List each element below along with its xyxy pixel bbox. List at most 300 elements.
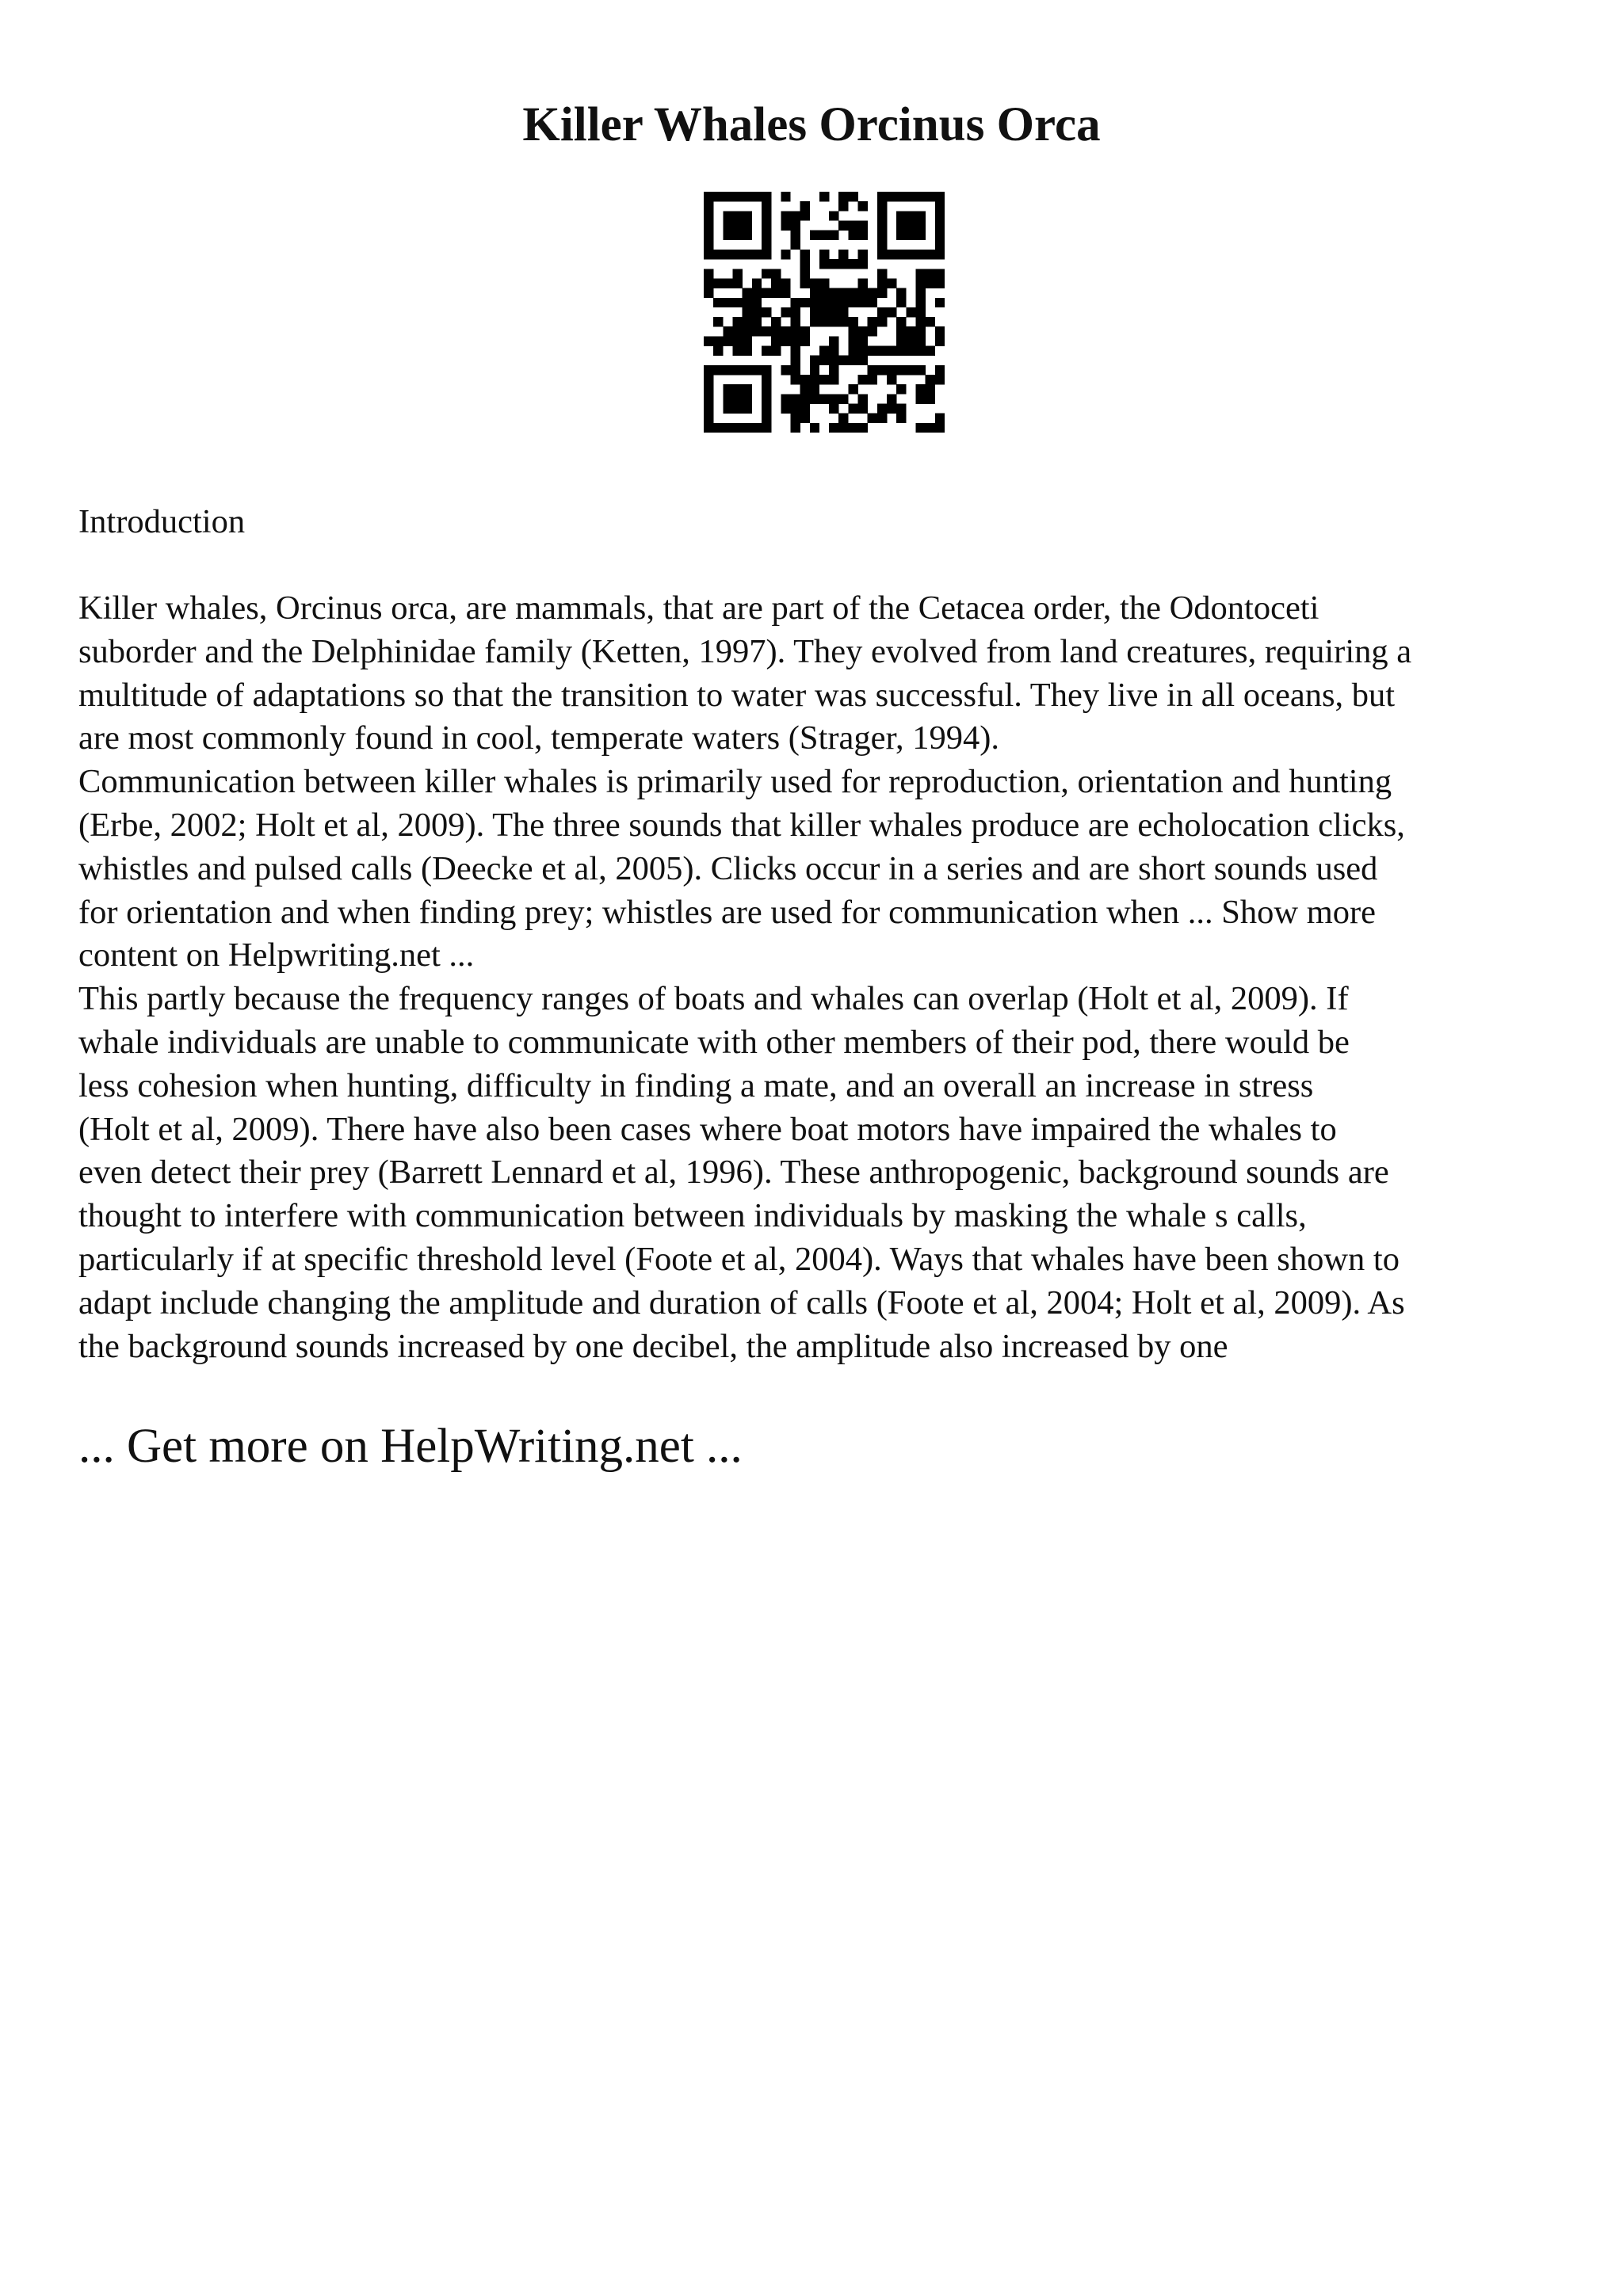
qr-module — [829, 394, 838, 403]
qr-module — [906, 346, 915, 356]
qr-module — [848, 259, 857, 269]
qr-module — [790, 307, 800, 317]
qr-module — [732, 336, 742, 345]
qr-module — [762, 307, 771, 317]
qr-module — [838, 307, 848, 317]
qr-module — [896, 288, 906, 298]
qr-module — [877, 231, 887, 240]
qr-module — [819, 259, 829, 269]
qr-module — [906, 211, 915, 220]
qr-module — [887, 192, 896, 201]
qr-module — [704, 192, 713, 201]
qr-module — [935, 326, 945, 336]
qr-module — [800, 298, 810, 307]
qr-module — [906, 250, 915, 259]
qr-module — [896, 414, 906, 423]
qr-module — [829, 356, 838, 365]
qr-module — [732, 423, 742, 433]
qr-module — [810, 288, 819, 298]
qr-module — [800, 201, 810, 211]
qr-module — [858, 423, 868, 433]
qr-module — [800, 269, 810, 278]
qr-module — [713, 250, 723, 259]
qr-module — [800, 375, 810, 384]
body-line: particularly if at specific threshold level (Foote et al, 2004). Ways that whales have been shown to — [78, 1240, 1400, 1278]
qr-module — [762, 192, 771, 201]
qr-module — [848, 336, 857, 345]
qr-module — [800, 250, 810, 259]
qr-module — [810, 278, 819, 288]
qr-module — [810, 298, 819, 307]
qr-module — [743, 346, 752, 356]
qr-module — [752, 423, 762, 433]
qr-module — [829, 375, 838, 384]
qr-module — [790, 326, 800, 336]
qr-module — [713, 298, 723, 307]
qr-module — [819, 192, 829, 201]
qr-module — [896, 298, 906, 307]
qr-module — [906, 336, 915, 345]
qr-module — [838, 298, 848, 307]
qr-module — [704, 375, 713, 384]
qr-module — [829, 307, 838, 317]
qr-module — [800, 211, 810, 220]
qr-module — [790, 375, 800, 384]
qr-module — [819, 346, 829, 356]
qr-module — [732, 317, 742, 326]
qr-module — [896, 211, 906, 220]
qr-module — [781, 220, 790, 230]
qr-module — [800, 326, 810, 336]
qr-module — [800, 394, 810, 403]
qr-module — [743, 211, 752, 220]
qr-module — [704, 288, 713, 298]
qr-module — [713, 278, 723, 288]
qr-module — [723, 384, 732, 394]
qr-module — [781, 211, 790, 220]
qr-module — [752, 288, 762, 298]
body-line: This partly because the frequency ranges of boats and whales can overlap (Holt et al, 2009). If — [78, 980, 1349, 1018]
qr-module — [704, 240, 713, 250]
qr-module — [762, 365, 771, 375]
qr-module — [877, 365, 887, 375]
qr-module — [829, 211, 838, 220]
qr-module — [858, 231, 868, 240]
qr-module — [790, 211, 800, 220]
qr-module — [713, 192, 723, 201]
qr-module — [887, 394, 896, 403]
qr-module — [829, 346, 838, 356]
qr-module — [896, 384, 906, 394]
qr-module — [935, 269, 945, 278]
qr-module — [771, 269, 781, 278]
qr-module — [858, 278, 868, 288]
qr-module — [732, 269, 742, 278]
qr-module — [896, 192, 906, 201]
qr-module — [723, 231, 732, 240]
qr-module — [723, 278, 732, 288]
qr-module — [858, 394, 868, 403]
qr-module — [810, 356, 819, 365]
qr-module — [790, 414, 800, 423]
qr-module — [848, 356, 857, 365]
qr-module — [752, 365, 762, 375]
qr-module — [906, 192, 915, 201]
qr-module — [868, 414, 877, 423]
qr-module — [762, 423, 771, 433]
qr-module — [887, 346, 896, 356]
qr-module — [781, 365, 790, 375]
qr-module — [877, 307, 887, 317]
qr-module — [743, 231, 752, 240]
qr-module — [800, 414, 810, 423]
qr-module — [926, 278, 935, 288]
body-paragraphs — [78, 587, 1552, 1368]
qr-module — [752, 250, 762, 259]
qr-module — [829, 259, 838, 269]
qr-module — [743, 317, 752, 326]
qr-module — [858, 356, 868, 365]
qr-module — [723, 404, 732, 414]
qr-module — [916, 288, 926, 298]
qr-module — [810, 307, 819, 317]
qr-module — [829, 365, 838, 375]
body-line: (Holt et al, 2009). There have also been cases where boat motors have impaired the whales to — [78, 1110, 1337, 1148]
qr-module — [926, 384, 935, 394]
qr-module — [790, 240, 800, 250]
qr-module — [916, 336, 926, 345]
qr-module — [829, 336, 838, 345]
qr-module — [704, 394, 713, 403]
qr-module — [762, 346, 771, 356]
qr-module — [723, 250, 732, 259]
qr-module — [896, 365, 906, 375]
qr-module — [877, 192, 887, 201]
qr-module — [781, 394, 790, 403]
qr-module — [838, 250, 848, 259]
qr-module — [858, 220, 868, 230]
qr-module — [838, 317, 848, 326]
qr-module — [848, 192, 857, 201]
qr-module — [781, 250, 790, 259]
body-line: even detect their prey (Barrett Lennard et al, 1996). These anthropogenic, background sounds are — [78, 1154, 1389, 1192]
body-line: for orientation and when finding prey; whistles are used for communication when ... Show more — [78, 893, 1377, 931]
qr-module — [877, 201, 887, 211]
qr-module — [858, 250, 868, 259]
qr-module — [819, 375, 829, 384]
qr-module — [800, 278, 810, 288]
qr-module — [877, 240, 887, 250]
qr-module — [800, 336, 810, 345]
qr-module — [781, 288, 790, 298]
qr-module — [704, 404, 713, 414]
qr-module — [790, 346, 800, 356]
qr-module — [781, 278, 790, 288]
qr-module — [906, 307, 915, 317]
qr-module — [906, 220, 915, 230]
qr-module — [858, 336, 868, 345]
qr-module — [916, 220, 926, 230]
qr-module — [732, 278, 742, 288]
qr-module — [752, 326, 762, 336]
qr-module — [896, 317, 906, 326]
document-title: Killer Whales Orcinus Orca — [522, 98, 1101, 151]
qr-module — [848, 423, 857, 433]
qr-module — [829, 423, 838, 433]
qr-module — [858, 346, 868, 356]
qr-module — [829, 317, 838, 326]
qr-module — [906, 365, 915, 375]
qr-module — [762, 326, 771, 336]
qr-module — [743, 307, 752, 317]
qr-module — [877, 346, 887, 356]
qr-module — [752, 298, 762, 307]
qr-module — [906, 231, 915, 240]
qr-module — [743, 192, 752, 201]
qr-module — [838, 220, 848, 230]
qr-module — [916, 192, 926, 201]
qr-module — [810, 317, 819, 326]
qr-module — [743, 298, 752, 307]
qr-module — [926, 192, 935, 201]
qr-module — [732, 365, 742, 375]
qr-module — [713, 423, 723, 433]
qr-module — [810, 365, 819, 375]
qr-module — [926, 423, 935, 433]
body-line: adapt include changing the amplitude and duration of calls (Foote et al, 2004; Holt et al, 2009). As — [78, 1283, 1405, 1322]
qr-module — [732, 231, 742, 240]
qr-module — [887, 278, 896, 288]
qr-module — [790, 356, 800, 365]
body-line: content on Helpwriting.net ... — [78, 936, 475, 974]
qr-module — [896, 220, 906, 230]
qr-module — [762, 220, 771, 230]
qr-module — [868, 317, 877, 326]
qr-module — [704, 365, 713, 375]
qr-module — [877, 278, 887, 288]
qr-module — [771, 326, 781, 336]
qr-module — [926, 394, 935, 403]
qr-module — [732, 384, 742, 394]
qr-module — [848, 231, 857, 240]
qr-module — [868, 365, 877, 375]
qr-module — [877, 414, 887, 423]
qr-module — [819, 250, 829, 259]
body-line: the background sounds increased by one decibel, the amplitude also increased by one — [78, 1327, 1228, 1365]
qr-module — [877, 220, 887, 230]
get-more-link-text: ... Get more on HelpWriting.net ... — [78, 1420, 743, 1473]
qr-module — [790, 394, 800, 403]
qr-module — [848, 326, 857, 336]
qr-module — [771, 336, 781, 345]
qr-module — [752, 307, 762, 317]
qr-module — [762, 288, 771, 298]
qr-module — [762, 240, 771, 250]
qr-module — [935, 336, 945, 345]
qr-module — [838, 259, 848, 269]
qr-module — [848, 298, 857, 307]
qr-module — [762, 250, 771, 259]
qr-module — [723, 220, 732, 230]
qr-module — [790, 317, 800, 326]
qr-module — [810, 423, 819, 433]
qr-module — [743, 250, 752, 259]
qr-module — [935, 231, 945, 240]
qr-module — [790, 336, 800, 345]
qr-module — [743, 423, 752, 433]
qr-module — [935, 201, 945, 211]
qr-module — [704, 384, 713, 394]
qr-module — [819, 307, 829, 317]
qr-module — [896, 404, 906, 414]
qr-module — [790, 404, 800, 414]
qr-module — [877, 250, 887, 259]
qr-module — [704, 220, 713, 230]
qr-module — [762, 201, 771, 211]
body-line: are most commonly found in cool, temperate waters (Strager, 1994). — [78, 719, 999, 757]
qr-module — [810, 394, 819, 403]
qr-module — [743, 394, 752, 403]
qr-module — [713, 317, 723, 326]
qr-module — [723, 298, 732, 307]
qr-module — [771, 288, 781, 298]
body-line: multitude of adaptations so that the transition to water was successful. They live in all oceans, but — [78, 676, 1396, 714]
qr-module — [838, 423, 848, 433]
qr-module — [848, 404, 857, 414]
body-line: (Erbe, 2002; Holt et al, 2009). The three sounds that killer whales produce are echolocation clicks, — [78, 806, 1405, 844]
body-line: whistles and pulsed calls (Deecke et al, 2005). Clicks occur in a series and are short sounds used — [78, 849, 1378, 887]
qr-module — [790, 365, 800, 375]
qr-module — [743, 326, 752, 336]
qr-module — [704, 414, 713, 423]
qr-module — [829, 288, 838, 298]
qr-module — [906, 326, 915, 336]
qr-module — [935, 414, 945, 423]
qr-module — [704, 336, 713, 345]
qr-module — [723, 423, 732, 433]
qr-module — [858, 375, 868, 384]
qr-module — [762, 211, 771, 220]
qr-module — [858, 201, 868, 211]
qr-module — [713, 365, 723, 375]
qr-module — [732, 326, 742, 336]
qr-module — [704, 269, 713, 278]
qr-module — [916, 307, 926, 317]
qr-module — [838, 288, 848, 298]
qr-module — [704, 231, 713, 240]
qr-module — [868, 326, 877, 336]
qr-module — [790, 298, 800, 307]
qr-module — [858, 259, 868, 269]
qr-module — [723, 326, 732, 336]
qr-module — [916, 346, 926, 356]
qr-module — [762, 394, 771, 403]
qr-module — [819, 356, 829, 365]
qr-module — [868, 375, 877, 384]
qr-module — [743, 220, 752, 230]
qr-module — [916, 423, 926, 433]
qr-module — [916, 384, 926, 394]
qr-module — [732, 192, 742, 201]
qr-module — [762, 231, 771, 240]
qr-module — [935, 220, 945, 230]
qr-module — [935, 211, 945, 220]
qr-module — [838, 414, 848, 423]
qr-module — [704, 423, 713, 433]
qr-module — [723, 211, 732, 220]
qr-module — [800, 404, 810, 414]
qr-module — [781, 326, 790, 336]
qr-module — [713, 336, 723, 345]
qr-module — [916, 250, 926, 259]
qr-module — [771, 346, 781, 356]
qr-module — [732, 298, 742, 307]
qr-module — [877, 211, 887, 220]
qr-module — [838, 394, 848, 403]
qr-module — [819, 278, 829, 288]
body-line: suborder and the Delphinidae family (Ketten, 1997). They evolved from land creatures, requiring a — [78, 632, 1412, 670]
qr-module — [935, 278, 945, 288]
qr-module — [926, 269, 935, 278]
qr-module — [838, 201, 848, 211]
qr-module — [829, 298, 838, 307]
qr-module — [877, 269, 887, 278]
qr-module — [732, 394, 742, 403]
qr-module — [935, 250, 945, 259]
qr-module — [781, 192, 790, 201]
qr-module — [713, 346, 723, 356]
qr-module — [877, 404, 887, 414]
qr-module — [819, 317, 829, 326]
body-line: Killer whales, Orcinus orca, are mammals, that are part of the Cetacea order, the Odontoceti — [78, 589, 1319, 627]
qr-module — [896, 326, 906, 336]
qr-module — [732, 220, 742, 230]
qr-module — [743, 404, 752, 414]
qr-module — [926, 346, 935, 356]
qr-module — [838, 356, 848, 365]
qr-module — [916, 231, 926, 240]
qr-module — [916, 298, 926, 307]
qr-module — [762, 375, 771, 384]
qr-module — [868, 346, 877, 356]
qr-module — [887, 375, 896, 384]
qr-module — [771, 278, 781, 288]
qr-module — [877, 288, 887, 298]
qr-module — [704, 211, 713, 220]
qr-module — [781, 336, 790, 345]
qr-module — [916, 394, 926, 403]
qr-module — [762, 269, 771, 278]
qr-module — [743, 365, 752, 375]
qr-module — [896, 336, 906, 345]
qr-module — [935, 365, 945, 375]
qr-module — [916, 278, 926, 288]
qr-module — [887, 250, 896, 259]
qr-module — [704, 201, 713, 211]
qr-module — [887, 404, 896, 414]
qr-module — [743, 288, 752, 298]
qr-module — [723, 394, 732, 403]
qr-module — [743, 336, 752, 345]
qr-module — [926, 375, 935, 384]
qr-module — [935, 240, 945, 250]
qr-module — [800, 259, 810, 269]
body-line: less cohesion when hunting, difficulty in finding a mate, and an overall an increase in stress — [78, 1066, 1314, 1104]
qr-module — [935, 298, 945, 307]
qr-module — [829, 404, 838, 414]
qr-module — [790, 231, 800, 240]
qr-module — [848, 220, 857, 230]
